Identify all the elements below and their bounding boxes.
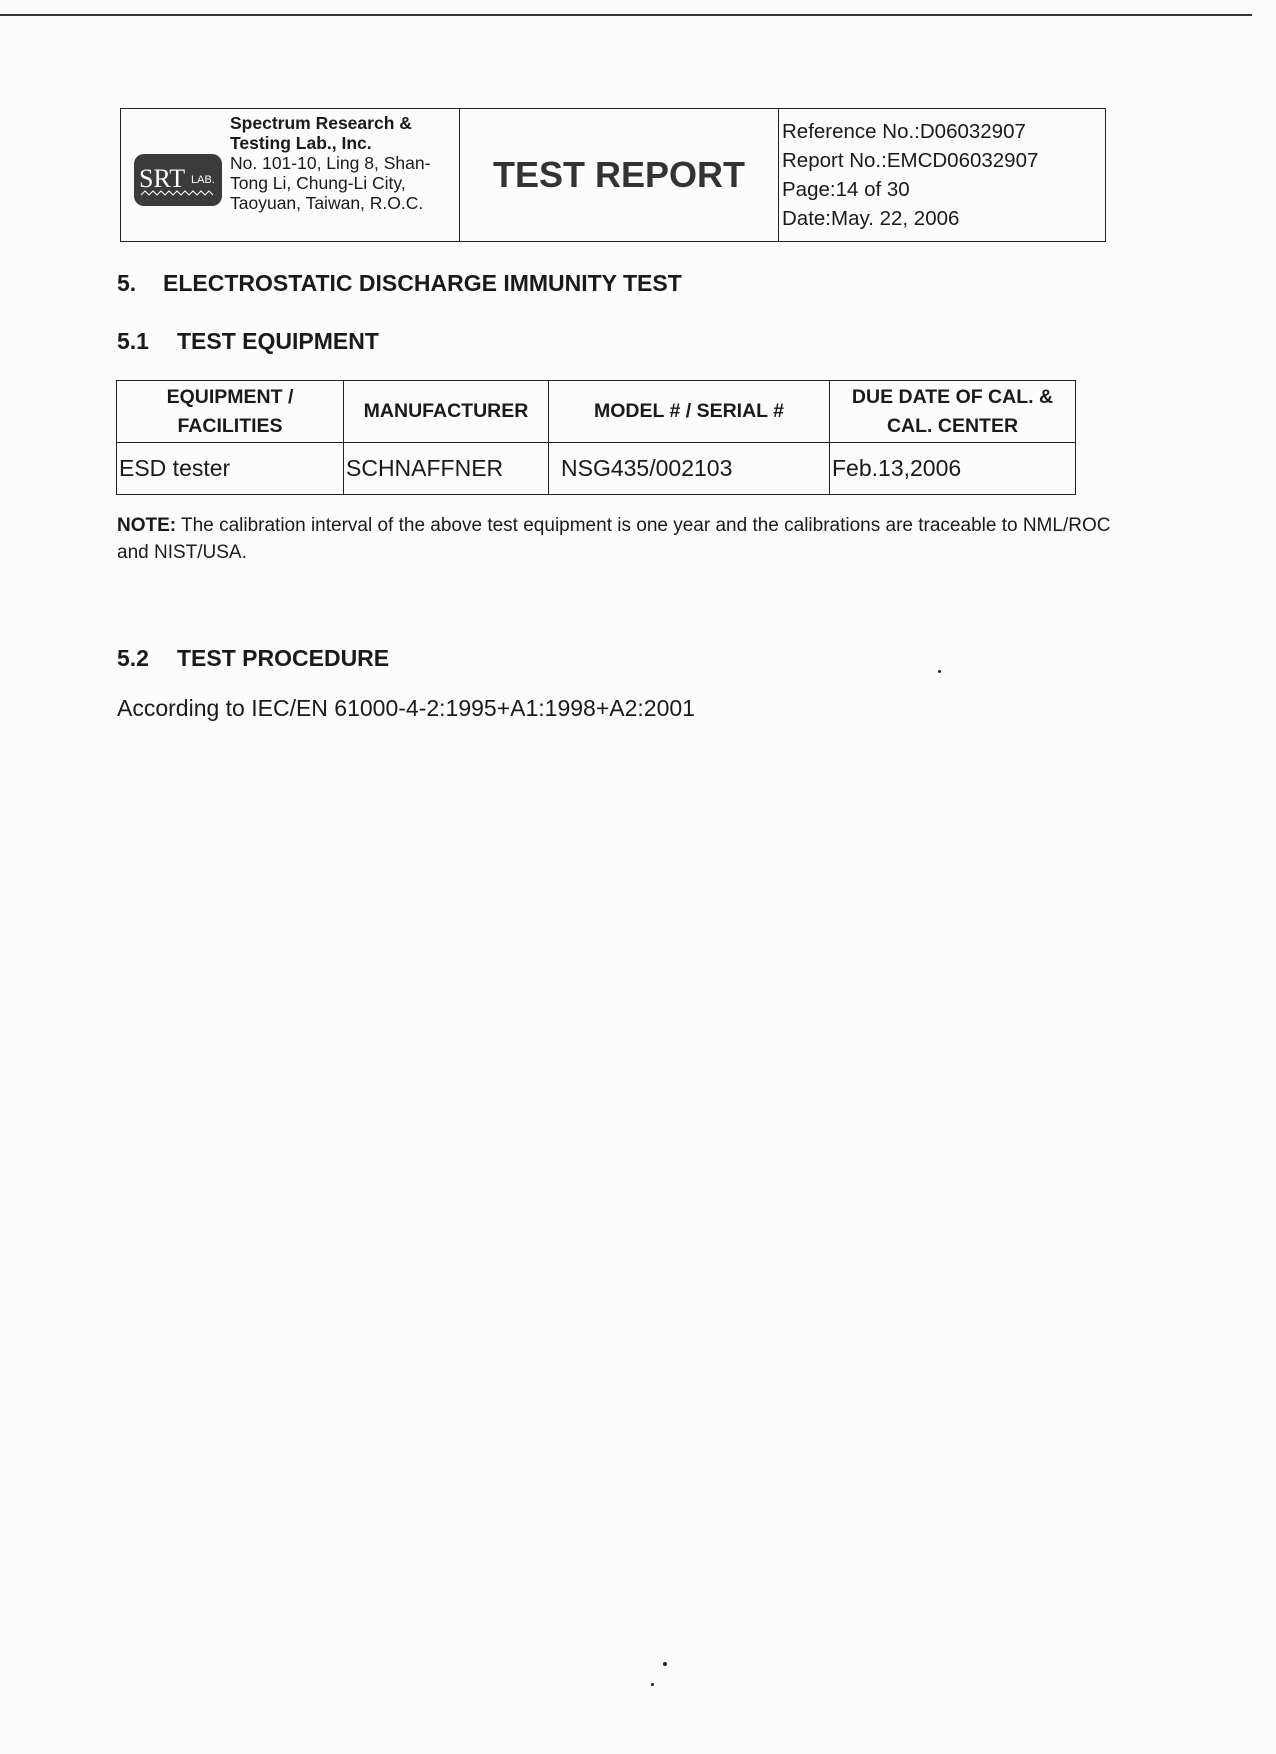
lab-address: No. 101-10, Ling 8, Shan-Tong Li, Chung-Li City, Taoyuan, Taiwan, R.O.C. <box>230 153 431 213</box>
lab-name: Spectrum Research & Testing Lab., Inc. <box>230 113 412 153</box>
table-cell: ESD tester <box>117 443 344 495</box>
section-5-1-heading: 5.1 TEST EQUIPMENT <box>117 328 379 354</box>
scan-speck <box>651 1683 654 1686</box>
report-title: TEST REPORT <box>492 154 746 195</box>
note-text: The calibration interval of the above test equipment is one year and the calibrations are traceable to NML/ROC and NIST/USA. <box>117 515 1111 563</box>
column-header: EQUIPMENT / FACILITIES <box>117 381 344 443</box>
column-header: MANUFACTURER <box>344 381 549 443</box>
table-cell: Feb.13,2006 <box>830 443 1076 495</box>
test-procedure-text: According to IEC/EN 61000-4-2:1995+A1:1998+A2:2001 <box>117 695 695 721</box>
scan-speck <box>938 670 941 673</box>
table-row <box>117 443 1076 495</box>
note-label: NOTE: <box>117 515 177 536</box>
lab-info-cell <box>121 109 460 241</box>
title-cell <box>460 109 779 241</box>
table-cell: SCHNAFFNER <box>344 443 549 495</box>
page-number: Page:14 of 30 <box>782 178 910 201</box>
column-header: MODEL # / SERIAL # <box>549 381 830 443</box>
report-header <box>120 108 1106 242</box>
scan-speck <box>663 1662 667 1666</box>
svg-text:LAB.: LAB. <box>191 174 215 186</box>
section-5-2-heading: 5.2 TEST PROCEDURE <box>117 645 390 671</box>
calibration-note <box>117 512 1117 566</box>
section-5-heading: 5. ELECTROSTATIC DISCHARGE IMMUNITY TEST <box>117 270 682 296</box>
report-date: Date:May. 22, 2006 <box>782 207 960 230</box>
svg-text:SRT: SRT <box>139 164 186 193</box>
reference-number: Reference No.:D06032907 <box>782 120 1026 143</box>
table-header-row <box>117 381 1076 443</box>
top-scan-rule <box>0 14 1252 16</box>
column-header: DUE DATE OF CAL. & CAL. CENTER <box>830 381 1076 443</box>
report-number: Report No.:EMCD06032907 <box>782 149 1039 172</box>
srt-lab-logo <box>133 153 223 207</box>
report-meta-cell <box>779 109 1105 241</box>
table-cell: NSG435/002103 <box>549 443 830 495</box>
equipment-table <box>116 380 1076 495</box>
